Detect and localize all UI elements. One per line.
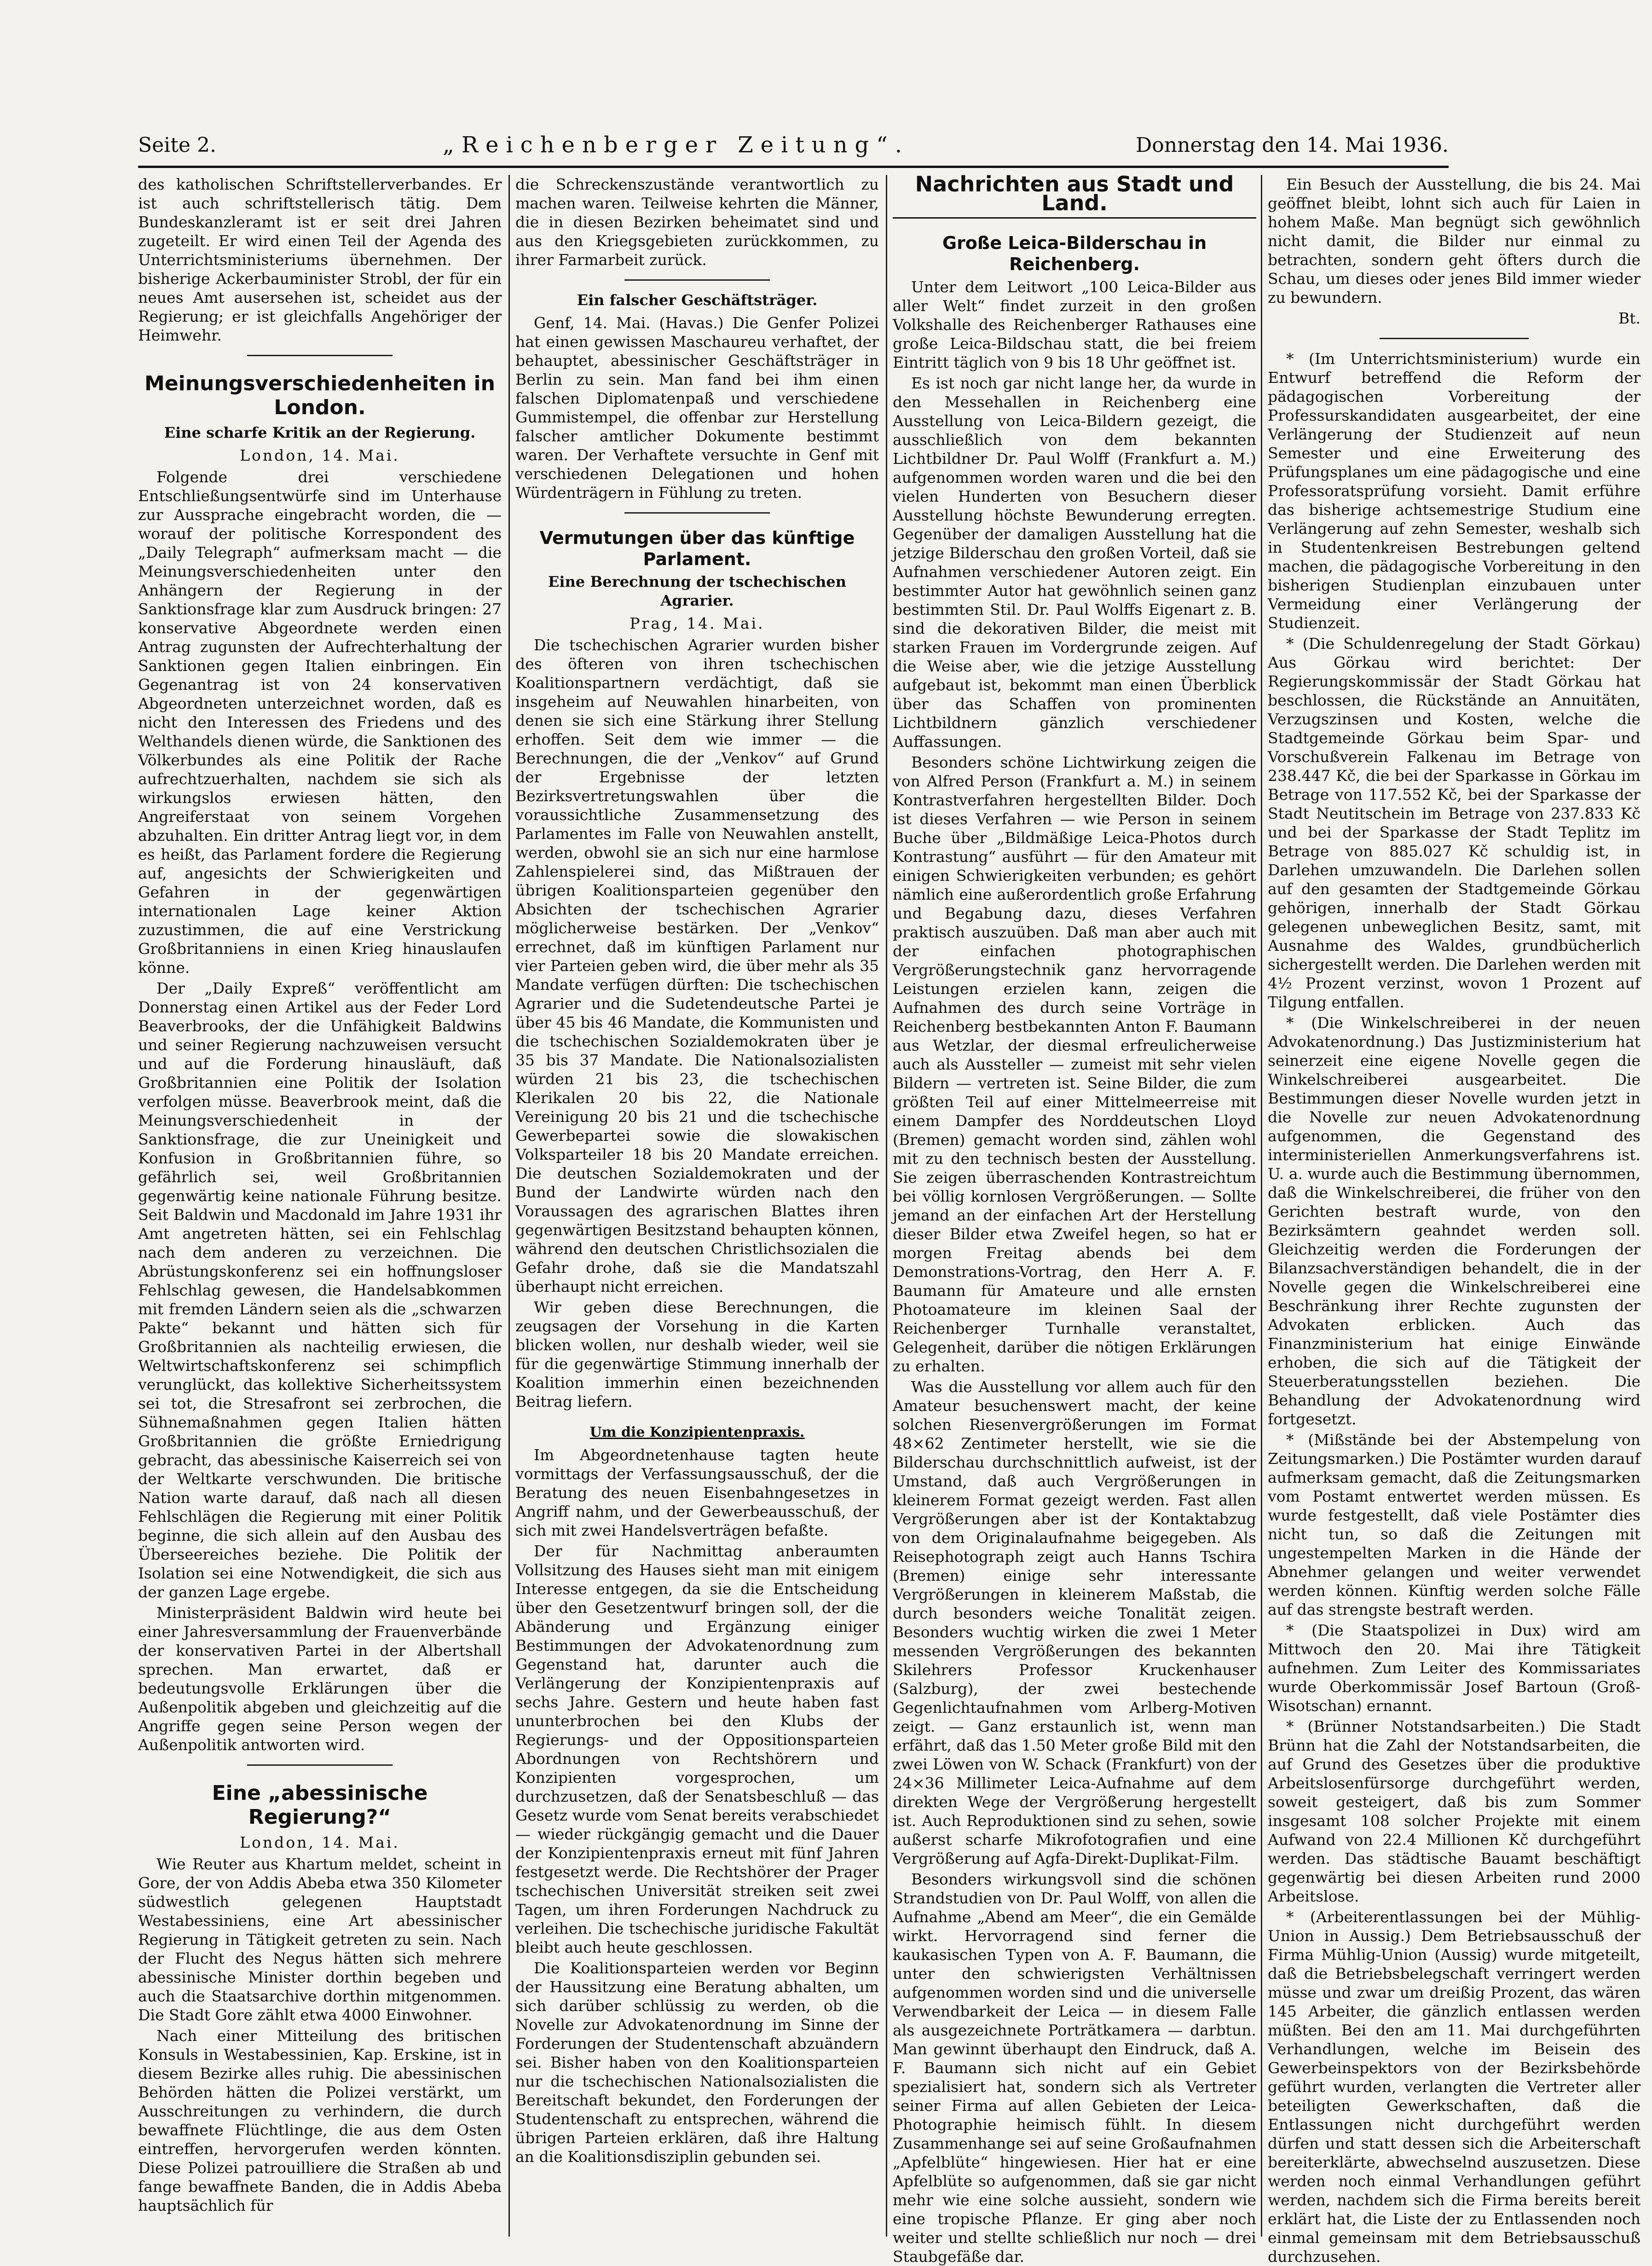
dateline: London, 14. Mai.: [240, 446, 400, 464]
column-3: [893, 172, 1256, 2266]
paragraph: Der für Nachmittag anberaumten Vollsitzung des Hauses sieht man mit einigem Interesse entgegen, da sie die Entscheidung über den Gesetzentwurf bringen soll, der die Abänderung und Ergänzung einiger Bestimmungen der Advokatenordnung zum Gegenstand hat, darunter auch die Verlängerung der Konzipientenpraxis auf sechs Jahre. Gestern und heute haben fast ununterbrochen bei den Klubs der Regierungs- und der Oppositionsparteien Abordnungen von Rechtshörern und Konzipienten vorgesprochen, um durchzusetzen, daß der Senatsbeschluß — das Gesetz wurde vom Senat bereits verabschiedet — wieder rückgängig gemacht und die Dauer der Konzipientenpraxis erneut mit fünf Jahren festgesetzt werde. Die Rechtshörer der Prager tschechischen Universität streiken seit zwei Tagen, um ihren Forderungen Nachdruck zu verleihen. Die tschechische juridische Fakultät bleibt auch heute geschlossen.: [515, 1542, 879, 1956]
paragraph: Wie Reuter aus Khartum meldet, scheint in Gore, der von Addis Abeba etwa 350 Kilometer südwestlich gelegenen Hauptstadt Westabessiniens, eine Art abessinischer Regierung in Tätigkeit getreten zu sein. Nach der Flucht des Negus hätten sich mehrere abessinische Minister dorthin begeben und auch die Staatsarchive dorthin mitgenommen. Die Stadt Gore zählt etwa 4000 Einwohner.: [138, 1855, 502, 2024]
subheadline: Eine Berechnung der tschechischen Agrarier.: [548, 573, 846, 609]
dateline: Prag, 14. Mai.: [630, 614, 765, 632]
paragraph: Der „Daily Expreß“ veröffentlicht am Donnerstag einen Artikel aus der Feder Lord Beaverbrooks, der die Unfähigkeit Baldwins und seiner Regierung nachzuweisen versucht und auf die Forderung hinausläuft, daß Großbritannien eine Politik der Isolation verfolgen müsse. Beaverbrook meint, daß die Meinungsverschiedenheit in der Sanktionsfrage, die zur Uneinigkeit und Konfusion in Großbritannien führe, so gefährlich sei, weil Großbritannien gegenwärtig keine nationale Führung besitze. Seit Baldwin und Macdonald im Jahre 1931 ihr Amt angetreten hätten, sei ein Fehlschlag nach dem anderen zu verzeichnen. Die Abrüstungskonferenz sei ein hoffnungsloser Fehlschlag gewesen, die Handelsabkommen mit fremden Ländern seien als die „schwarzen Pakte“ bekannt und hätten sich für Großbritannien als nachteilig erwiesen, die Weltwirtschaftskonferenz sei schimpflich verunglückt, das kollektive Sicherheitssystem sei tot, die Stresafront sei zerbrochen, die Sühnemaßnahmen gegen Italien hätten Großbritannien die größte Erniedrigung gebracht, das abessinische Kaiserreich sei von der Weltkarte verschwunden. Die britische Nation warte darauf, daß nach all diesen Fehlschlägen die Regierung mit einer Politik beginne, die sich allein auf den Ausbau des Überseereiches beziehe. Die Politik der Isolation sei eine Notwendigkeit, die sich aus der ganzen Lage ergebe.: [138, 979, 502, 1601]
headline-abyssinia: Eine „abessinische Regierung?“: [212, 1781, 428, 1829]
headline-leica: Große Leica-Bilderschau in Reichenberg.: [942, 233, 1207, 274]
column-rule: [886, 175, 887, 2237]
paragraph: Es ist noch gar nicht lange her, da wurde in den Messehallen in Reichenberg eine Ausstellung von Leica-Bildern gezeigt, die ausschließlich von dem bekannten Lichtbildner Dr. Paul Wolff (Frankfurt a. M.) aufgenommen worden waren und die bei den vielen Hunderten von Besuchern dieser Ausstellung höchste Bewunderung erregten. Gegenüber der damaligen Ausstellung hat die jetzige Bilderschau den großen Vorteil, daß sie Aufnahmen verschiedener Autoren zeigt. Ein bestimmter Autor hat gewöhnlich seinen ganz bestimmten Stil. Dr. Paul Wolffs Eigenart z. B. sind die dekorativen Bilder, die meist mit starken Frauen im Vordergrunde zeigen. Auf die Weise aber, wie die jetzige Ausstellung aufgebaut ist, bekommt man einen Überblick über das Schaffen von prominenten Lichtbildnern gänzlich verschiedener Auffassungen.: [893, 374, 1256, 751]
divider: [624, 279, 770, 281]
headline-konzipienten: Um die Konzipientenpraxis.: [589, 1424, 805, 1440]
news-item: * (Die Winkelschreiberei in der neuen Advokatenordnung.) Das Justizministerium hat seinerzeit eine eigene Novelle gegen die Winkelschreiberei ausgearbeitet. Die Bestimmungen dieser Novelle wurden jetzt in die Novelle zur neuen Advokatenordnung aufgenommen, die Gegenstand des interministeriellen Anmerkungsverfahrens ist. U. a. wurde auch die Bestimmung übernommen, daß die Winkelschreiberei, die früher von den Gerichten bestraft wurde, von den Bezirksämtern geahndet werden soll. Gleichzeitig werden die Forderungen der Bilanzsachverständigen behandelt, die in der Novelle gegen die Winkelschreiberei eine Beschränkung ihrer Rechte zugunsten der Advokaten erblicken. Auch das Finanzministerium hat einige Einwände erhoben, die sich auf die Tätigkeit der Steuerberatungsstellen beziehen. Die Behandlung der Advokatenordnung wird fortgesetzt.: [1268, 1014, 1640, 1428]
paragraph: Im Abgeordnetenhause tagten heute vormittags der Verfassungsausschuß, der die Beratung des neuen Eisenbahngesetzes in Angriff nahm, und der Gewerbeausschuß, der sich mit zwei Handelsverträgen befaßte.: [515, 1446, 879, 1539]
news-item: * (Mißstände bei der Abstempelung von Zeitungsmarken.) Die Postämter wurden darauf aufmerksam gemacht, daß die Zeitungsmarken vom Postamt entwertet werden müssen. Es wurde festgestellt, daß viele Postämter dies nicht tun, so daß die Zeitungen mit ungestempelten Marken in die Hände der Abnehmer gelangen und weiter verwendet werden können. Künftig werden solche Fälle auf das strengste bestraft werden.: [1268, 1431, 1640, 1619]
divider: [624, 512, 770, 514]
news-item: * (Im Unterrichtsministerium) wurde ein Entwurf betreffend die Reform der pädagogischen Vorbereitung der Professurskandidaten ausgearbeitet, der eine Verlängerung der Studienzeit auf neun Semester und eine Erweiterung des Prüfungsplanes um eine pädagogische und eine Professoratsprüfung vorsieht. Damit erführe das bisherige achtsemestrige Studium eine Verlängerung auf zehn Semester, weshalb sich in Studentenkreisen Bestrebungen geltend machen, die pädagogische Vorbereitung in den bisherigen Studienplan einzubauen unter Vermeidung einer Verlängerung der Studienzeit.: [1268, 350, 1640, 632]
news-item: * (Die Schuldenregelung der Stadt Görkau) Aus Görkau wird berichtet: Der Regierungskommissär der Stadt Görkau hat beschlossen, die Rückstände an Annuitäten, Verzugszinsen und Kosten, welche die Stadtgemeinde Görkau beim Spar- und Vorschußverein Falkenau im Betrage von 238.447 Kč, die bei der Sparkasse in Görkau im Betrage von 117.552 Kč, bei der Sparkasse der Stadt Neutitschein im Betrage von 237.833 Kč und bei der Sparkasse der Stadt Teplitz im Betrage von 885.027 Kč schuldig ist, in Darlehen umzuwandeln. Die Darlehen sollen auf den gesamten der Stadtgemeinde Görkau gehörigen, innerhalb der Stadt Görkau gelegenen unbeweglichen Besitz, samt, mit Ausnahme des Waldes, grundbücherlich sichergestellt werden. Die Darlehen werden mit 4½ Prozent verzinst, wovon 1 Prozent auf Tilgung entfallen.: [1268, 635, 1640, 1011]
column-1: [138, 175, 502, 2237]
paragraph: Unter dem Leitwort „100 Leica-Bilder aus aller Welt“ findet zurzeit in den großen Volkshalle des Reichenberger Rathauses eine große Leica-Bildschau statt, die bei freiem Eintritt täglich von 9 bis 18 Uhr geöffnet ist.: [893, 278, 1256, 371]
newspaper-title: „Reichenberger Zeitung“.: [442, 132, 910, 158]
article-columns: [138, 172, 1652, 2266]
subheadline: Eine scharfe Kritik an der Regierung.: [164, 424, 476, 441]
headline-parliament: Vermutungen über das künftige Parlament.: [539, 528, 855, 569]
column-4: [1268, 175, 1640, 2266]
column-rule: [1261, 175, 1262, 2237]
article-continuation: des katholischen Schriftstellerverbandes. Er ist auch schriftstellerisch tätig. Dem Bundeskanzleramt ist er seit drei Jahren zugeteilt. Er wird einen Teil der Agenda des Unterrichtsministeriums übernehmen. Der bisherige Ackerbauminister Strobl, der für ein neues Amt ausersehen ist, scheidet aus der Regierung; er ist gleichfalls Angehöriger der Heimwehr.: [138, 175, 502, 344]
news-item: * (Die Staatspolizei in Dux) wird am Mittwoch den 20. Mai ihre Tätigkeit aufnehmen. Zum Leiter des Kommissariates wurde Oberkommissär Josef Bartoun (Groß-Wisotschan) ernannt.: [1268, 1621, 1640, 1715]
paragraph: Ministerpräsident Baldwin wird heute bei einer Jahresversammlung der Frauenverbände der konservativen Partei in der Albertshall sprechen. Man erwartet, daß er bedeutungsvolle Erklärungen über die Außenpolitik abgeben und gleichzeitig auf die Angriffe gegen seine Person wegen der Außenpolitik antworten wird.: [138, 1604, 502, 1754]
column-2: [515, 175, 879, 2237]
news-item: * (Arbeiterentlassungen bei der Mühlig-Union in Aussig.) Dem Betriebsausschuß der Firma Mühlig-Union (Aussig) wurde mitgeteilt, daß die Betriebsbelegschaft verringert werden müsse und zwar um dreißig Prozent, das wären 145 Arbeiter, die gänzlich entlassen werden müßten. Bei den am 11. Mai durchgeführten Verhandlungen, welche im Beisein des Gewerbeinspektors von der Bezirksbehörde geführt wurden, verlangten die Vertreter aller beteiligten Gewerkschaften, daß die Entlassungen nicht durchgeführt werden dürfen und statt dessen sich die Arbeiterschaft bereiterklärte, abwechselnd auszusetzen. Diese werden noch einmal Verhandlungen geführt werden, nachdem sich die Firma bereits bereit erklärt hat, die Liste der zu Entlassenden noch einmal gemeinsam mit dem Betriebsausschuß durchzusehen.: [1268, 1908, 1640, 2266]
paragraph: Die Koalitionsparteien werden vor Beginn der Haussitzung eine Beratung abhalten, um sich darüber schlüssig zu werden, ob die Novelle zur Advokatenordnung im Sinne der Forderungen der Studentenschaft abzuändern sei. Bisher haben von den Koalitionsparteien nur die tschechischen Nationalsozialisten die Bereitschaft bekundet, den Forderungen der Studentenschaft zu entsprechen, während die übrigen Parteien erklären, daß ihre Haltung an die Koalitionsdisziplin gebunden sei.: [515, 1959, 879, 2166]
paragraph: Ein Besuch der Ausstellung, die bis 24. Mai geöffnet bleibt, lohnt sich auch für Laien in hohem Maße. Man begnügt sich gewöhnlich nicht damit, die Bilder nur einmal zu betrachten, sondern geht öfters durch die Schau, um dieses oder jenes Bild immer wieder zu bewundern.: [1268, 175, 1640, 306]
divider: [247, 355, 393, 356]
column-rule: [508, 175, 510, 2237]
paragraph: Was die Ausstellung vor allem auch für den Amateur besuchenswert macht, der keine solchen Riesenvergrößerungen im Format 48×62 Zentimeter herstellt, wie sie die Bilderschau durchschnittlich aufweist, ist der Umstand, daß auch Vergrößerungen in kleinerem Format gezeigt werden. Fast allen Vergrößerungen aber ist der Kontaktabzug von dem Originalaufnahme beigegeben. Als Reisephotograph zeigt auch Hanns Tschira (Bremen) einige sehr interessante Vergrößerungen in kleinerem Maßstab, die durch besonders weiche Tonalität zeigen. Besonders wuchtig wirken die zwei 1 Meter messenden Vergrößerungen des bekannten Skilehrers Professor Kruckenhauser (Salzburg), der zwei bestechende Gegenlichtaufnahmen vom Arlberg-Motiven zeigt. — Ganz erstaunlich ist, wenn man erfährt, daß das 1.50 Meter große Bild mit den zwei Löwen von W. Schack (Frankfurt) von der 24×36 Millimeter Leica-Aufnahme auf dem direkten Wege der Vergrößerung hergestellt ist. Auch Reproduktionen sind zu sehen, sowie außerst scharfe Mikrofotografien und eine Vergrößerung auf Agfa-Direkt-Duplikat-Film.: [893, 1378, 1256, 1867]
author-signature: Bt.: [1618, 309, 1640, 327]
paragraph: Besonders schöne Lichtwirkung zeigen die von Alfred Person (Frankfurt a. M.) in seinem Kontrastverfahren hergestellten Bilder. Doch ist dieses Verfahren — wie Person in seinem Buche über „Bildmäßige Leica-Photos durch Kontrastung“ ausführt — für den Amateur mit einigen Schwierigkeiten verbunden; es gehört nämlich eine außerordentlich große Erfahrung und Begabung dazu, dieses Verfahren praktisch auszuüben. Daß man aber auch mit der einfachen photographischen Vergrößerungstechnik ganz hervorragende Leistungen erzielen kann, zeigen die Aufnahmen des durch seine Vorträge in Reichenberg bestbekannten Anton F. Baumann aus Wetzlar, der diesmal erfreulicherweise auch als Aussteller — zumeist mit sehr vielen Bildern — vertreten ist. Seine Bilder, die zum größten Teil auf einer Mittelmeerreise mit einem Dampfer des Norddeutschen Lloyd (Bremen) gemacht worden sind, zählen wohl mit zu den technisch besten der Ausstellung. Sie zeigen überraschenden Kontrastreichtum bei völlig kornlosen Vergrößerungen. — Sollte jemand an der einfachen Art der Herstellung dieser Bilder etwa Zweifel hegen, so hat er morgen Freitag abends bei dem Demonstrations-Vortrag, den Herr A. F. Baumann für Amateure und alle ernsten Photoamateure im kleinen Saal der Reichenberger Turnhalle veranstaltet, Gelegenheit, darüber die nötigen Erklärungen zu erhalten.: [893, 753, 1256, 1375]
article-continuation: die Schreckenszustände verantwortlich zu machen waren. Teilweise kehrten die Männer, die in diesen Bezirken beheimatet sind und aus den Kriegsgebieten zurückkommen, zu ihrer Farmarbeit zurück.: [515, 175, 879, 269]
divider: [1380, 338, 1529, 339]
section-heading: Nachrichten aus Stadt und Land.: [893, 175, 1256, 219]
paragraph: Nach einer Mitteilung des britischen Konsuls in Westabessinien, Kap. Erskine, ist in diesem Bezirke alles ruhig. Die abessinischen Behörden hätten die Polizei verstärkt, um Ausschreitungen zu verhindern, die durch bewaffnete Flüchtlinge, die aus dem Osten eintreffen, hervorgerufen werden könnten. Diese Polizei patrouilliere die Straßen ab und fange bewaffnete Banden, die in Addis Abeba hauptsächlich für: [138, 2027, 502, 2214]
headline-false-envoy: Ein falscher Geschäftsträger.: [577, 291, 818, 309]
divider: [247, 1764, 393, 1766]
news-item: * (Brünner Notstandsarbeiten.) Die Stadt Brünn hat die Zahl der Notstandsarbeiten, die auf Grund des Gesetzes über die produktive Arbeitslosenfürsorge durchgeführt werden, soweit gesteigert, daß bis zum Sommer insgesamt 108 solcher Projekte mit einem Aufwand von 22.4 Millionen Kč durchgeführt werden. Das städtische Bauamt beschäftigt gegenwärtig bei diesen Arbeiten rund 2000 Arbeitslose.: [1268, 1717, 1640, 1905]
paragraph: Folgende drei verschiedene Entschließungsentwürfe sind im Unterhause zur Aussprache eingebracht worden, die — worauf der politische Korrespondent des „Daily Telegraph“ aufmerksam macht — die Meinungsverschiedenheiten unter den Anhängern der Regierung in der Sanktionsfrage klar zum Ausdruck bringen: 27 konservative Abgeordnete werden einen Antrag zugunsten der Aufrechterhaltung der Sanktionen gegen Italien einbringen. Ein Gegenantrag ist von 24 konservativen Abgeordneten unterzeichnet worden, daß es nicht den Interessen des Friedens und des Welthandels dienen würde, die Sanktionen des Völkerbundes als eine Politik der Rache aufrechtzuerhalten, nachdem sie sich als wirkungslos erwiesen hätten, den Angreiferstaat von seinem Vorgehen abzuhalten. Ein dritter Antrag liegt vor, in dem es heißt, das Parlament fordere die Regierung auf, angesichts der Schwierigkeiten und Gefahren in der gegenwärtigen internationalen Lage keiner Aktion zuzustimmen, die auf eine Verstrickung Großbritanniens in einen Krieg hinauslaufen könne.: [138, 468, 502, 977]
paragraph: Besonders wirkungsvoll sind die schönen Strandstudien von Dr. Paul Wolff, von allen die Aufnahme „Abend am Meer“, die ein Gemälde wirkt. Hervorragend sind ferner die kaukasischen Typen von A. F. Baumann, die unter den schwierigsten Verhältnissen aufgenommen worden sind und die universelle Verwendbarkeit der Leica — in diesem Falle als ausgezeichnete Porträtkamera — darbtun. Man gewinnt überhaupt den Eindruck, daß A. F. Baumann sich nicht auf ein Gebiet spezialisiert hat, sondern sich als Vertreter seiner Firma auf allen Gebieten der Leica-Photographie heimisch fühlt. In diesem Zusammenhange sei auf seine Großaufnahmen „Apfelblüte“ hingewiesen. Hier hat er eine Apfelblüte so aufgenommen, daß sie gar nicht mehr wie eine solche aussieht, sondern wie eine tropische Pflanze. Er ging aber noch weiter und stellte schließlich nur noch — drei Staubgefäße dar.: [893, 1870, 1256, 2266]
paragraph: Genf, 14. Mai. (Havas.) Die Genfer Polizei hat einen gewissen Maschaureu verhaftet, der behauptet, abessinischer Geschäftsträger in Berlin zu sein. Man fand bei ihm einen falschen Diplomatenpaß und verschiedene Gummistempel, die offenbar zur Herstellung falscher amtlicher Dokumente bestimmt waren. Der Verhaftete versuchte in Genf mit verschiedenen Delegationen und hohen Würdenträgern in Fühlung zu treten.: [515, 314, 879, 502]
headline-london: Meinungsverschiedenheiten in London.: [144, 372, 495, 419]
paragraph: Wir geben diese Berechnungen, die zeugsagen der Vorsehung in die Karten blicken wollen, nur deshalb wieder, weil sie für die gegenwärtige Stimmung innerhalb der Koalition immerhin einen bezeichnenden Beitrag liefern.: [515, 1298, 879, 1410]
dateline: London, 14. Mai.: [240, 1833, 400, 1851]
paragraph: Die tschechischen Agrarier wurden bisher des öfteren von ihren tschechischen Koalitionspartnern verdächtigt, daß sie insgeheim auf Neuwahlen hinarbeiten, von denen sie sich eine Stärkung ihrer Stellung erhoffen. Seit dem wie immer — die Berechnungen, die der „Venkov“ auf Grund der Ergebnisse der letzten Bezirksvertretungswahlen über die voraussichtliche Zusammensetzung des Parlamentes im Falle von Neuwahlen anstellt, werden, obwohl sie an sich nur eine harmlose Zahlenspielerei sind, das Mißtrauen der übrigen Koalitionsparteien gegenüber den Absichten der tschechischen Agrarier möglicherweise bestärken. Der „Venkov“ errechnet, daß im künftigen Parlament nur vier Parteien geben wird, die über mehr als 35 Mandate verfügen dürften: Die tschechischen Agrarier und die Sudetendeutsche Partei je über 45 bis 46 Mandate, die Kommunisten und die tschechischen Sozialdemokraten über je 35 bis 37 Mandate. Die Nationalsozialisten würden 21 bis 23, die tschechischen Klerikalen 20 bis 22, die Nationale Vereinigung 20 bis 21 und die tschechische Gewerbepartei sowie die slowakischen Volksparteiler 18 bis 20 Mandate erreichen. Die deutschen Sozialdemokraten und der Bund der Landwirte würden nach den Voraussagen des agrarischen Blattes ihren gegenwärtigen Besitzstand behaupten können, während den deutschen Christlichsozialen die Gefahr drohe, daß sie die Mandatszahl überhaupt nicht erreichen.: [515, 636, 879, 1295]
page-header: [138, 124, 1449, 168]
page-number: Seite 2.: [138, 133, 216, 157]
issue-date: Donnerstag den 14. Mai 1936.: [1136, 133, 1449, 157]
